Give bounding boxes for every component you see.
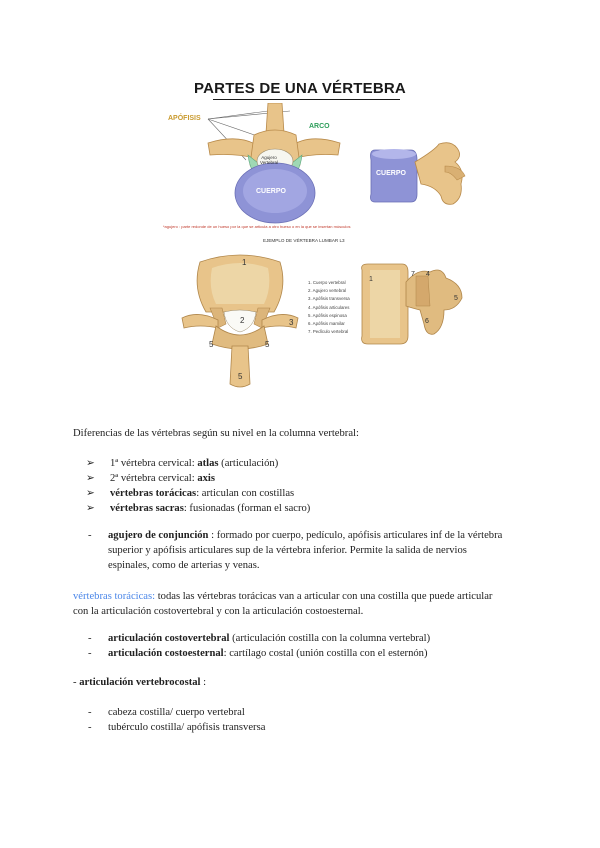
art-list	[88, 631, 430, 661]
art-item-costoesternal	[88, 646, 430, 661]
arrow-item-toracicas	[86, 486, 310, 501]
intro-text: Diferencias de las vértebras según su nivel en la columna vertebral:	[73, 428, 359, 439]
arrow-bold: axis	[197, 473, 215, 484]
arrow-suffix: : articulan con costillas	[196, 488, 295, 499]
side-num-6: 6	[425, 318, 429, 325]
arco-label: ARCO	[309, 123, 330, 130]
arrow-suffix: (articulación)	[218, 458, 279, 469]
front-num-5b: 5	[265, 340, 270, 349]
vb-prefix: -	[73, 677, 80, 688]
sub-list	[88, 705, 265, 735]
side-num-4: 4	[426, 271, 430, 278]
agujero-label	[257, 155, 281, 165]
arrow-item-axis	[86, 471, 310, 486]
toracicas-text-1: todas las vértebras torácicas van a articular con una costilla que puede articular	[155, 591, 493, 602]
agujero-dash: -	[88, 530, 92, 541]
side-num-5: 5	[454, 295, 458, 302]
cuerpo-side-label: CUERPO	[376, 170, 406, 177]
agujero-line-1	[108, 528, 548, 543]
arrow-prefix: 2ª vértebra cervical:	[110, 473, 198, 484]
front-num-5a: 5	[209, 340, 214, 349]
arrow-bullet-icon: ➢	[86, 488, 95, 499]
figure2-legend	[308, 279, 350, 336]
arrow-bullet-icon: ➢	[86, 473, 95, 484]
vertebrocostal-heading	[73, 675, 206, 690]
agujero-term: agujero de conjunción	[108, 530, 209, 541]
toracicas-line-1	[73, 589, 543, 604]
arrow-prefix: 1ª vértebra cervical:	[110, 458, 198, 469]
legend-item: 5. Apófisis espinosa	[308, 312, 347, 318]
art1-text: (articulación costilla con la columna vertebral)	[229, 633, 431, 644]
toracicas-line-2: con la articulación costovertebral y con la articulación costoesternal.	[73, 606, 364, 617]
dash-bullet: -	[88, 648, 92, 659]
vb-suffix: :	[200, 677, 207, 688]
apofisis-label: APÓFISIS	[168, 115, 201, 122]
agujero-label-line1: Agujero	[261, 155, 277, 160]
front-num-5c: 5	[238, 372, 243, 381]
art2-text: : cartílago costal (unión costilla con el esternón)	[223, 648, 428, 659]
sub1-text: cabeza costilla/ cuerpo vertebral	[108, 707, 245, 718]
arrow-list	[86, 456, 310, 516]
arrow-suffix: : fusionadas (forman el sacro)	[183, 503, 311, 514]
arrow-item-sacras	[86, 501, 310, 516]
arrow-bold: vértebras sacras	[110, 503, 184, 514]
toracicas-paragraph	[73, 589, 543, 619]
dash-bullet: -	[88, 633, 92, 644]
front-num-3: 3	[289, 318, 294, 327]
art2-term: articulación costoesternal	[108, 648, 224, 659]
side-num-7: 7	[411, 271, 415, 278]
agujero-paragraph	[108, 528, 548, 573]
agujero-line-2: superior y apófisis articulares sup de la vértebra inferior. Permite la salida de nervios	[108, 545, 467, 556]
agujero-label-line2: Vertebral	[259, 160, 278, 165]
legend-item: 3. Apófisis transversa	[308, 296, 350, 302]
legend-item: 6. Apófisis mamilar	[308, 321, 345, 327]
toracicas-term: vértebras torácicas:	[73, 591, 156, 602]
legend-item: 7. Pedículo vertebral	[308, 329, 349, 335]
arrow-bullet-icon: ➢	[86, 458, 95, 469]
figure1-footnote: *agujero : parte redonde de un hueso por la que se articula a otro hueso o en la que se insertan músculos	[163, 224, 351, 229]
arrow-bullet-icon: ➢	[86, 503, 95, 514]
arrow-bold: vértebras torácicas	[110, 488, 197, 499]
sub-item-tuberculo	[88, 720, 265, 735]
agujero-text-1: : formado por cuerpo, pedículo, apófisis articulares inf de la vértebra	[208, 530, 503, 541]
front-num-2: 2	[240, 316, 245, 325]
dash-bullet: -	[88, 722, 92, 733]
art-item-costovertebral	[88, 631, 430, 646]
side-num-1: 1	[369, 276, 373, 283]
dash-bullet: -	[88, 707, 92, 718]
page-title: PARTES DE UNA VÉRTEBRA	[194, 80, 406, 97]
agujero-line-3: espinales, como de arterias y venas.	[108, 560, 260, 571]
sub2-text: tubérculo costilla/ apófisis transversa	[108, 722, 266, 733]
legend-item: 2. Agujero vertebral	[308, 288, 347, 294]
cuerpo-label: CUERPO	[256, 188, 286, 195]
art1-term: articulación costovertebral	[108, 633, 230, 644]
vb-term: articulación vertebrocostal	[79, 677, 201, 688]
legend-item: 1. Cuerpo vertebral	[308, 280, 346, 285]
arrow-item-atlas	[86, 456, 310, 471]
legend-item: 4. Apófisis articulares	[308, 304, 350, 310]
figure2-caption: EJEMPLO DE VÉRTEBRA LUMBAR L3	[263, 238, 345, 243]
title-underline	[213, 99, 400, 100]
arrow-bold: atlas	[197, 458, 219, 469]
sub-item-cabeza	[88, 705, 265, 720]
front-num-1: 1	[242, 258, 247, 267]
